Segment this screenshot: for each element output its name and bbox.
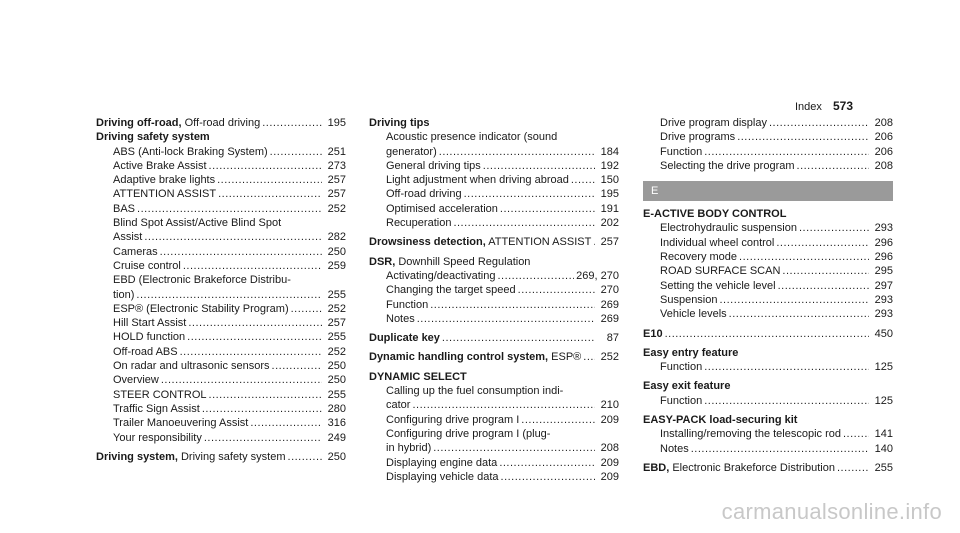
dot-leader	[180, 345, 322, 359]
entry-text: Notes	[660, 442, 689, 455]
index-subentry	[96, 216, 346, 230]
index-subentry	[369, 398, 619, 412]
index-subentry	[643, 394, 893, 408]
index-subentry	[643, 293, 893, 307]
page-reference[interactable]: 195	[600, 188, 619, 201]
page-reference[interactable]: 209	[600, 456, 619, 469]
dot-leader	[187, 330, 322, 344]
index-subentry	[643, 145, 893, 159]
page-reference[interactable]: 249	[327, 431, 346, 444]
page-reference[interactable]: 191	[600, 202, 619, 215]
entry-text: STEER CONTROL	[113, 388, 207, 401]
entry-text: Activating/deactivating	[386, 269, 496, 282]
dot-leader	[776, 236, 869, 250]
page-reference[interactable]: 206	[874, 131, 893, 144]
page-reference[interactable]: 293	[874, 293, 893, 306]
index-subentry	[96, 345, 346, 359]
entry-heading: Driving safety system	[96, 131, 210, 144]
dot-leader	[593, 235, 595, 249]
page-reference[interactable]: 269	[600, 312, 619, 325]
page-reference[interactable]: 209	[600, 470, 619, 483]
index-entry	[369, 255, 619, 269]
entry-text: Light adjustment when driving abroad	[386, 174, 569, 187]
entry-heading: Dynamic handling control system,	[369, 351, 549, 364]
page-reference[interactable]: 250	[327, 245, 346, 258]
page-reference[interactable]: 252	[327, 302, 346, 315]
entry-heading: EASY-PACK load-securing kit	[643, 414, 798, 427]
index-entry	[369, 370, 619, 384]
entry-text: tion)	[113, 288, 135, 301]
entry-heading: Driving off-road,	[96, 117, 182, 129]
index-subentry	[369, 384, 619, 398]
page-reference[interactable]: 202	[600, 217, 619, 230]
entry-text: Overview	[113, 374, 159, 387]
index-column-1	[96, 116, 346, 464]
entry-heading: E10	[643, 327, 663, 340]
entry-text: Function	[660, 394, 703, 407]
dot-leader	[160, 245, 322, 259]
index-subentry	[369, 173, 619, 187]
index-subentry	[643, 159, 893, 173]
index-subentry	[96, 288, 346, 302]
index-group-continued	[643, 116, 893, 173]
index-entry	[96, 116, 346, 130]
entry-text: ROAD SURFACE SCAN	[660, 265, 781, 278]
index-subentry	[369, 269, 619, 283]
entry-text: Displaying engine data	[386, 456, 498, 469]
page-reference[interactable]: 251	[327, 145, 346, 158]
index-entry	[369, 235, 619, 249]
dot-leader	[704, 145, 869, 159]
entry-heading: DYNAMIC SELECT	[369, 370, 467, 383]
page-reference[interactable]: 252	[327, 345, 346, 358]
page-reference[interactable]: 259	[327, 259, 346, 272]
page-reference[interactable]: 450	[874, 327, 893, 340]
dot-leader	[272, 359, 322, 373]
entry-text: Off-road driving	[181, 117, 261, 129]
page-reference[interactable]: 252	[600, 351, 619, 364]
index-subentry	[643, 250, 893, 264]
entry-text: HOLD function	[113, 331, 186, 344]
index-subentry	[96, 187, 346, 201]
dot-leader	[188, 316, 322, 330]
entry-heading: Drowsiness detection,	[369, 236, 486, 249]
entry-heading: Driving system,	[96, 450, 178, 463]
dot-leader	[218, 187, 322, 201]
dot-leader	[583, 350, 595, 364]
dot-leader	[439, 145, 595, 159]
page-reference[interactable]: 250	[327, 374, 346, 387]
dot-leader	[720, 293, 870, 307]
dot-leader	[499, 456, 595, 470]
entry-text: ESP®	[548, 351, 582, 364]
page-reference[interactable]: 141	[874, 428, 893, 441]
index-subentry	[643, 427, 893, 441]
index-subentry	[96, 273, 346, 287]
dot-leader	[209, 388, 322, 402]
entry-text: Recovery mode	[660, 251, 738, 264]
page-reference[interactable]: 293	[874, 222, 893, 235]
page-reference[interactable]: 295	[874, 265, 893, 278]
entry-text: Optimised acceleration	[386, 202, 498, 215]
dot-leader	[739, 250, 869, 264]
entry-text: Downhill Speed Regulation	[395, 255, 531, 268]
index-column-2	[369, 116, 619, 484]
page-reference[interactable]: 255	[874, 461, 893, 474]
page-reference[interactable]: 255	[327, 331, 346, 344]
dot-leader	[737, 130, 869, 144]
entry-text: Suspension	[660, 293, 718, 306]
index-subentry	[96, 330, 346, 344]
dot-leader	[521, 413, 595, 427]
page-reference[interactable]: 280	[327, 402, 346, 415]
index-subentry	[96, 202, 346, 216]
index-group-e	[643, 207, 893, 475]
entry-text: Blind Spot Assist/Active Blind Spot	[113, 217, 282, 230]
index-subentry	[369, 187, 619, 201]
page-reference[interactable]: 250	[327, 360, 346, 373]
dot-leader	[571, 173, 595, 187]
index-subentry	[643, 221, 893, 235]
index-subentry	[96, 159, 346, 173]
page-reference[interactable]: 269	[600, 298, 619, 311]
page-reference[interactable]: 125	[874, 394, 893, 407]
index-subentry	[369, 312, 619, 326]
page-reference[interactable]: 184	[600, 145, 619, 158]
dot-leader	[729, 307, 869, 321]
entry-text: ESP® (Electronic Stability Program)	[113, 302, 289, 315]
dot-leader	[291, 302, 322, 316]
index-subentry	[643, 360, 893, 374]
entry-text: Vehicle levels	[660, 308, 727, 321]
page-reference[interactable]: 257	[327, 174, 346, 187]
entry-text: Configuring drive program I	[386, 413, 520, 426]
index-entry	[369, 331, 619, 345]
index-subentry	[96, 245, 346, 259]
page-reference[interactable]: 87	[606, 332, 619, 345]
index-subentry	[643, 307, 893, 321]
dot-leader	[691, 442, 869, 456]
entry-text: cator	[386, 399, 411, 412]
entry-text: EBD (Electronic Brakeforce Distribu-	[113, 274, 291, 287]
dot-leader	[843, 427, 869, 441]
index-subentry	[96, 416, 346, 430]
index-subentry	[643, 116, 893, 130]
index-subentry	[643, 130, 893, 144]
page-reference[interactable]: 210	[600, 399, 619, 412]
entry-text: General driving tips	[386, 159, 481, 172]
page-reference[interactable]: 255	[327, 388, 346, 401]
index-subentry	[369, 456, 619, 470]
page-reference[interactable]: 269, 270	[576, 269, 619, 282]
dot-leader	[217, 173, 322, 187]
section-title: Index	[794, 101, 822, 113]
index-subentry	[369, 427, 619, 441]
entry-text: Your responsibility	[113, 431, 202, 444]
page-reference[interactable]: 150	[600, 174, 619, 187]
index-subentry	[96, 388, 346, 402]
page-reference[interactable]: 208	[874, 159, 893, 172]
dot-leader	[483, 159, 595, 173]
index-column-3	[643, 116, 893, 475]
entry-text: ATTENTION ASSIST	[485, 236, 592, 249]
index-entry	[96, 450, 346, 464]
dot-leader	[799, 221, 869, 235]
page-reference[interactable]: 282	[327, 231, 346, 244]
entry-text: Function	[660, 145, 703, 158]
index-subentry	[96, 373, 346, 387]
page-reference[interactable]: 192	[600, 159, 619, 172]
index-subentry	[369, 413, 619, 427]
entry-text: Traffic Sign Assist	[113, 402, 200, 415]
dot-leader	[250, 416, 322, 430]
entry-text: Recuperation	[386, 217, 452, 230]
entry-text: Drive program display	[660, 117, 767, 129]
page-reference[interactable]: 257	[600, 236, 619, 249]
entry-text: Configuring drive program I (plug-	[386, 427, 551, 440]
entry-heading: E-ACTIVE BODY CONTROL	[643, 208, 787, 221]
index-subentry	[369, 159, 619, 173]
entry-text: Active Brake Assist	[113, 159, 207, 172]
page-reference[interactable]: 296	[874, 251, 893, 264]
page-reference[interactable]: 208	[600, 442, 619, 455]
index-entry	[643, 461, 893, 475]
page-reference[interactable]: 293	[874, 308, 893, 321]
entry-text: Acoustic presence indicator (sound	[386, 131, 558, 144]
dot-leader	[183, 259, 322, 273]
entry-heading: Duplicate key	[369, 332, 440, 345]
index-subentry	[369, 145, 619, 159]
dot-leader	[518, 283, 595, 297]
entry-heading: DSR,	[369, 255, 396, 268]
entry-text: Cruise control	[113, 259, 181, 272]
entry-text: Installing/removing the telescopic rod	[660, 428, 841, 441]
page-reference[interactable]: 209	[600, 413, 619, 426]
index-entry	[96, 130, 346, 144]
page-reference[interactable]: 208	[874, 117, 893, 129]
entry-text: Adaptive brake lights	[113, 174, 216, 187]
index-subentry	[96, 431, 346, 445]
entry-text: Calling up the fuel consumption indi-	[386, 385, 564, 398]
page-number: 573	[832, 99, 853, 113]
index-subentry	[643, 264, 893, 278]
dot-leader	[202, 402, 322, 416]
entry-text: Function	[660, 361, 703, 374]
entry-heading: Easy exit feature	[643, 380, 731, 393]
entry-text: Assist	[113, 231, 143, 244]
page-reference[interactable]: 140	[874, 442, 893, 455]
letter-heading-e: E	[643, 181, 893, 201]
entry-text: Individual wheel control	[660, 236, 775, 249]
page-reference[interactable]: 195	[327, 117, 346, 129]
dot-leader	[797, 159, 869, 173]
dot-leader	[209, 159, 322, 173]
page-reference[interactable]: 250	[327, 450, 346, 463]
index-entry	[369, 350, 619, 364]
page-reference[interactable]: 206	[874, 145, 893, 158]
dot-leader	[137, 202, 322, 216]
entry-heading: Driving tips	[369, 117, 430, 129]
entry-text: Drive programs	[660, 131, 736, 144]
entry-text: Setting the vehicle level	[660, 279, 776, 292]
page-reference[interactable]: 125	[874, 361, 893, 374]
entry-text: Notes	[386, 312, 415, 325]
entry-text: ATTENTION ASSIST	[113, 188, 217, 201]
index-subentry	[96, 402, 346, 416]
index-subentry	[369, 130, 619, 144]
dot-leader	[778, 279, 869, 293]
entry-heading: EBD,	[643, 461, 670, 474]
dot-leader	[837, 461, 869, 475]
index-subentry	[369, 441, 619, 455]
index-subentry	[96, 230, 346, 244]
index-subentry	[643, 442, 893, 456]
dot-leader	[704, 394, 869, 408]
index-subentry	[96, 316, 346, 330]
dot-leader	[665, 327, 869, 341]
page-header	[795, 99, 853, 113]
index-entry	[643, 379, 893, 393]
index-subentry	[369, 216, 619, 230]
index-subentry	[96, 259, 346, 273]
index-subentry	[369, 283, 619, 297]
entry-text: in hybrid)	[386, 442, 432, 455]
dot-leader	[442, 331, 595, 345]
dot-leader	[500, 202, 595, 216]
watermark: carmanualsonline.info	[721, 499, 942, 524]
index-entry	[643, 413, 893, 427]
index-subentry	[96, 145, 346, 159]
dot-leader	[782, 264, 869, 278]
dot-leader	[204, 431, 322, 445]
dot-leader	[417, 312, 595, 326]
entry-text: Hill Start Assist	[113, 317, 187, 330]
dot-leader	[453, 216, 595, 230]
entry-text: Electronic Brakeforce Distribution	[669, 461, 835, 474]
index-subentry	[643, 236, 893, 250]
dot-leader	[262, 116, 322, 130]
page-reference[interactable]: 252	[327, 202, 346, 215]
index-subentry	[369, 202, 619, 216]
index-entry	[643, 346, 893, 360]
dot-leader	[412, 398, 595, 412]
dot-leader	[497, 269, 574, 283]
entry-text: Displaying vehicle data	[386, 470, 499, 483]
dot-leader	[501, 470, 595, 484]
page-reference[interactable]: 257	[327, 188, 346, 201]
page-reference[interactable]: 257	[327, 317, 346, 330]
entry-text: On radar and ultrasonic sensors	[113, 360, 270, 373]
index-entry	[369, 116, 619, 130]
index-entry	[643, 207, 893, 221]
index-subentry	[96, 359, 346, 373]
dot-leader	[430, 298, 595, 312]
page-reference[interactable]: 316	[327, 417, 346, 430]
entry-text: Cameras	[113, 245, 158, 258]
entry-text: BAS	[113, 202, 136, 215]
entry-text: Changing the target speed	[386, 284, 516, 297]
dot-leader	[270, 145, 322, 159]
page-reference[interactable]: 270	[600, 284, 619, 297]
entry-heading: Easy entry feature	[643, 346, 739, 359]
entry-text: Function	[386, 298, 429, 311]
page-reference[interactable]: 273	[327, 159, 346, 172]
dot-leader	[704, 360, 869, 374]
entry-text: generator)	[386, 145, 437, 158]
dot-leader	[136, 288, 322, 302]
entry-text: Off-road driving	[386, 188, 462, 201]
dot-leader	[144, 230, 322, 244]
entry-text: Off-road ABS	[113, 345, 178, 358]
page-reference[interactable]: 296	[874, 236, 893, 249]
index-subentry	[96, 302, 346, 316]
page-reference[interactable]: 297	[874, 279, 893, 292]
index-subentry	[369, 298, 619, 312]
dot-leader	[769, 116, 869, 130]
entry-text: Trailer Manoeuvering Assist	[113, 417, 249, 430]
dot-leader	[288, 450, 322, 464]
index-subentry	[369, 470, 619, 484]
dot-leader	[464, 187, 595, 201]
dot-leader	[433, 441, 595, 455]
entry-text: Driving safety system	[177, 450, 286, 463]
entry-text: ABS (Anti-lock Braking System)	[113, 145, 268, 158]
dot-leader	[161, 373, 322, 387]
index-entry	[643, 327, 893, 341]
index-subentry	[96, 173, 346, 187]
entry-text: Electrohydraulic suspension	[660, 222, 797, 235]
index-subentry	[643, 279, 893, 293]
entry-text: Selecting the drive program	[660, 159, 795, 172]
page-reference[interactable]: 255	[327, 288, 346, 301]
